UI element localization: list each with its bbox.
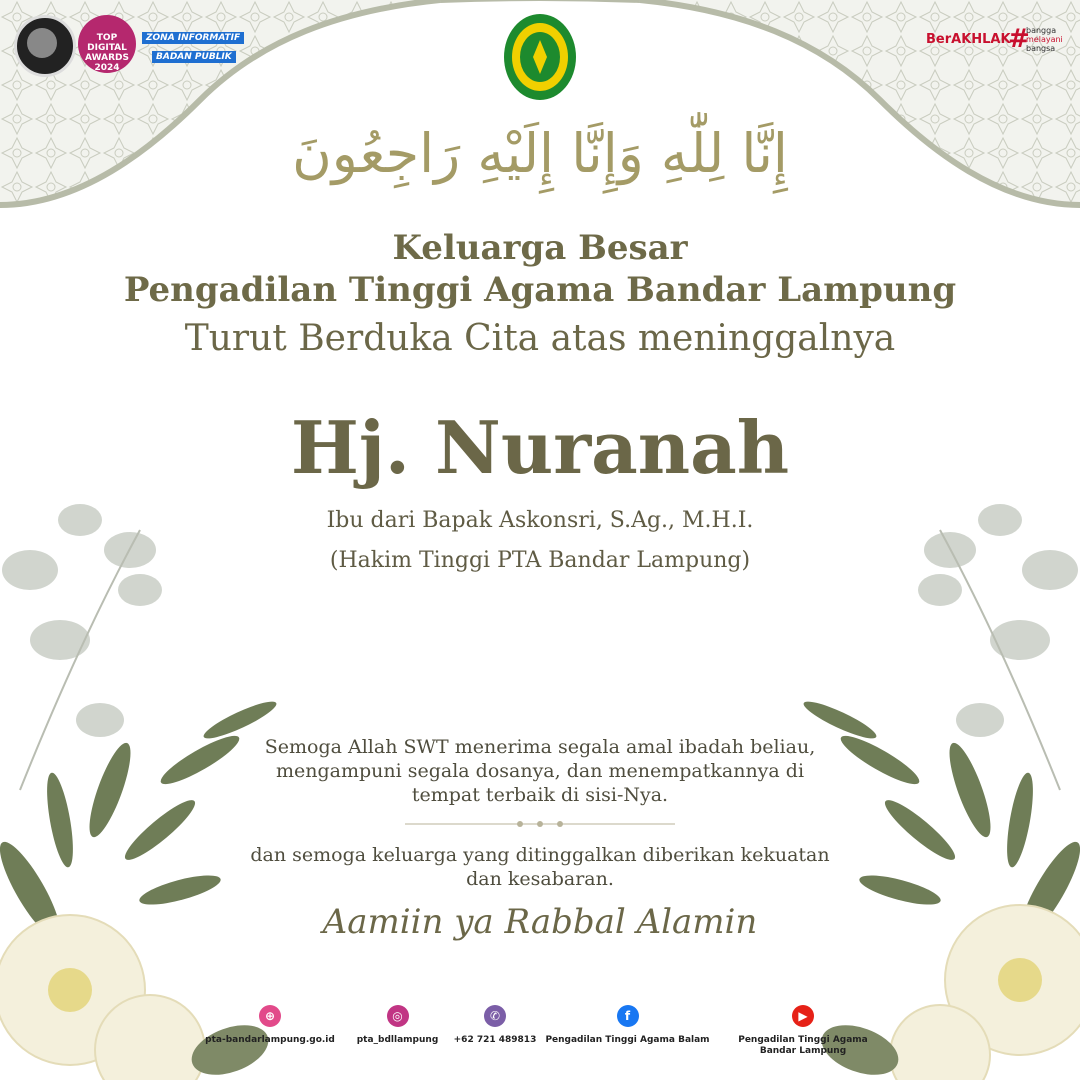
deceased-name: Hj. Nuranah	[290, 405, 790, 490]
facebook-label: Pengadilan Tinggi Agama Balam	[545, 1035, 710, 1045]
berakhlak-text: BerAKHLAK	[926, 32, 1011, 47]
bangsa-word: bangsa	[1026, 44, 1056, 53]
prayer-paragraph-2: dan semoga keluarga yang ditinggalkan diberikan kekuatan dan kesabaran.	[250, 844, 830, 890]
position-text: (Hakim Tinggi PTA Bandar Lampung)	[329, 548, 751, 573]
bangga-word: bangga	[1026, 26, 1057, 35]
closing-prayer: Aamiin ya Rabbal Alamin	[322, 902, 758, 942]
relation-text: Ibu dari Bapak Askonsri, S.Ag., M.H.I.	[326, 508, 754, 533]
awards-label: TOP DIGITAL AWARDS 2024	[85, 33, 129, 73]
right-floral-decoration	[800, 490, 1080, 1080]
hashtag-icon: #	[1008, 24, 1030, 54]
zona-informatif-badge	[142, 25, 246, 62]
institution-heading: Pengadilan Tinggi Agama Bandar Lampung	[123, 270, 957, 310]
left-floral-decoration	[0, 490, 280, 1080]
kemenpan-logo	[14, 15, 76, 77]
web-icon: ⊕	[259, 1005, 281, 1027]
youtube-label: Pengadilan Tinggi Agama Bandar Lampung	[738, 1035, 868, 1056]
website-label: pta-bandarlampung.go.id	[205, 1035, 335, 1045]
youtube-icon: ▶	[792, 1005, 814, 1027]
instagram-link[interactable]	[345, 1005, 450, 1046]
family-heading: Keluarga Besar	[392, 228, 688, 268]
phone-icon: ✆	[484, 1005, 506, 1027]
zona-line2: BADAN PUBLIK	[152, 51, 236, 63]
arabic-verse: إِنَّا لِلّٰهِ وَإِنَّا إِلَيْهِ رَاجِعُونَ	[292, 122, 788, 185]
berakhlak-logo	[926, 24, 1066, 62]
facebook-icon: f	[617, 1005, 639, 1027]
website-link[interactable]	[195, 1005, 345, 1046]
prayer-paragraph-1: Semoga Allah SWT menerima segala amal ibadah beliau, mengampuni segala dosanya, dan menempatkannya di tempat terbaik di sisi-Nya.	[264, 736, 816, 806]
youtube-link[interactable]	[723, 1005, 883, 1057]
instagram-icon: ◎	[387, 1005, 409, 1027]
melayani-word: melayani	[1026, 35, 1063, 44]
top-digital-awards-logo	[78, 15, 136, 73]
court-seal-logo	[502, 12, 578, 102]
phone-label: +62 721 489813	[453, 1035, 537, 1045]
phone-link[interactable]	[450, 1005, 540, 1046]
instagram-label: pta_bdllampung	[356, 1035, 439, 1045]
condolence-line: Turut Berduka Cita atas meninggalnya	[184, 318, 896, 359]
ornamental-divider	[405, 820, 675, 828]
facebook-link[interactable]	[540, 1005, 715, 1046]
zona-line1: ZONA INFORMATIF	[142, 32, 244, 44]
